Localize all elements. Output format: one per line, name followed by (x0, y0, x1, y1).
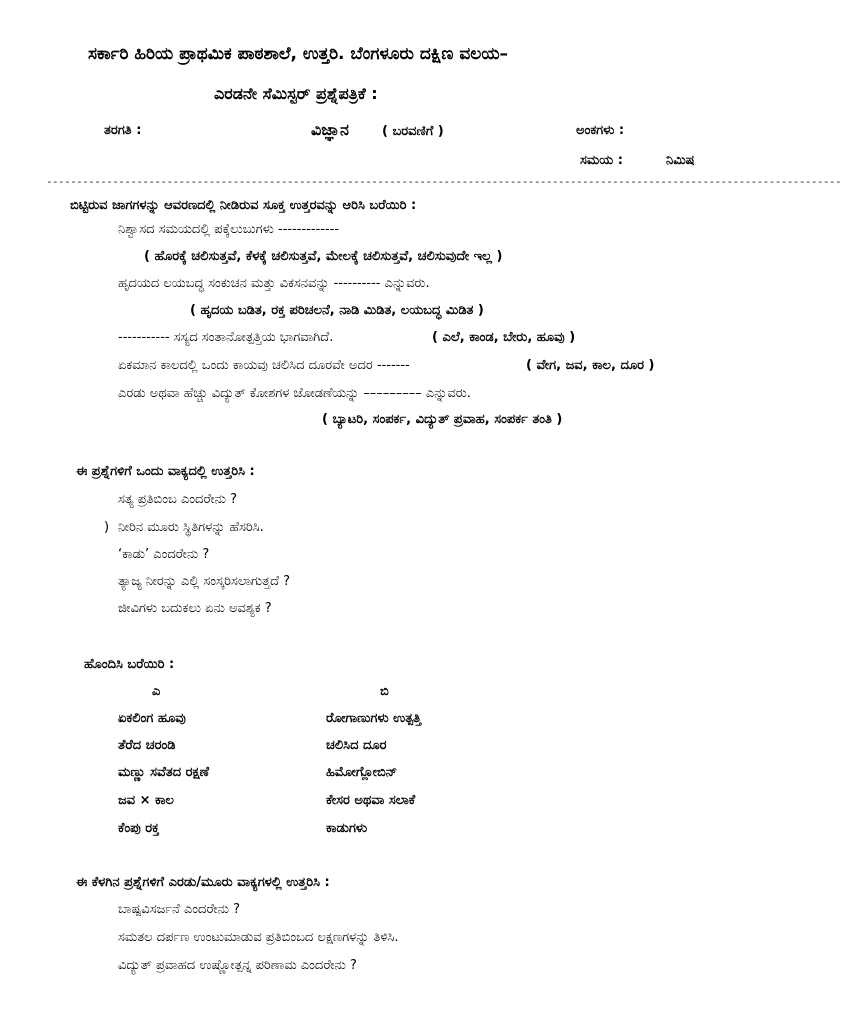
section2-instruction: ಈ ಪ್ರಶ್ನೆಗಳಿಗೆ ಒಂದು ವಾಕ್ಯದಲ್ಲಿ ಉತ್ತರಿಸಿ : (76, 464, 255, 479)
fill-options-1: ( ಹೊರಕ್ಕೆ ಚಲಿಸುತ್ತವೆ, ಕೆಳಕ್ಕೆ ಚಲಿಸುತ್ತವೆ, ಮೇಲಕ್ಕೆ ಚಲಿಸುತ್ತವೆ, ಚಲಿಸುವುದೇ ಇಲ್ಲ ) (144, 249, 503, 264)
time-label: ಸಮಯ : (580, 153, 623, 168)
match-b-item: ಕೇಸರ ಅಥವಾ ಸಲಾಕೆ (326, 793, 416, 808)
subject-name: ವಿಜ್ಞಾನ (311, 120, 349, 139)
match-a-item: ಕೆಂಪು ರಕ್ತ (118, 821, 160, 836)
section4-instruction: ಈ ಕೆಳಗಿನ ಪ್ರಶ್ನೆಗಳಿಗೆ ಎರಡು/ಮೂರು ವಾಕ್ಯಗಳಲ್ಲಿ ಉತ್ತರಿಸಿ : (76, 875, 330, 890)
fill-question-4: ಏಕಮಾನ ಕಾಲದಲ್ಲಿ ಒಂದು ಕಾಯವು ಚಲಿಸಿದ ದೂರವೇ ಅದರ ------- (118, 358, 410, 373)
fill-options-2: ( ಹೃದಯ ಬಡಿತ, ರಕ್ತ ಪರಿಚಲನೆ, ನಾಡಿ ಮಿಡಿತ, ಲಯಬದ್ಧ ಮಿಡಿತ ) (190, 303, 484, 318)
fill-options-4: ( ವೇಗ, ಜವ, ಕಾಲ, ದೂರ ) (526, 358, 655, 373)
match-b-item: ರೋಗಾಣುಗಳು ಉತ್ಪತ್ತಿ (326, 711, 422, 726)
class-label: ತರಗತಿ : (104, 123, 142, 138)
match-a-item: ತೆರೆದ ಚರಂಡಿ (118, 738, 176, 753)
long-question-2: ಸಮತಲ ದರ್ಪಣ ಉಂಟುಮಾಡುವ ಪ್ರತಿಬಿಂಬದ ಲಕ್ಷಣಗಳನ್ನು ತಿಳಿಸಿ. (118, 930, 399, 945)
match-column-b-header: ಬಿ (380, 684, 389, 699)
match-b-item: ಕಾಡುಗಳು (326, 821, 368, 836)
fill-question-3: ----------- ಸಸ್ಯದ ಸಂತಾನೋತ್ಪತ್ತಿಯ ಭಾಗವಾಗಿದೆ. (118, 330, 334, 345)
match-a-item: ಜವ × ಕಾಲ (118, 793, 174, 808)
match-a-item: ಮಣ್ಣು ಸವೆತದ ರಕ್ಷಣೆ (118, 765, 210, 780)
long-question-3: ವಿದ್ಯುತ್ ಪ್ರವಾಹದ ಉಷ್ಣೋತ್ಪನ್ನ ಪರಿಣಾಮ ಎಂದರೇನು ? (118, 958, 357, 973)
long-question-1: ಬಾಷ್ಪವಿಸರ್ಜನೆ ಎಂದರೇನು ? (118, 902, 240, 917)
match-a-item: ಏಕಲಿಂಗ ಹೂವು (118, 711, 186, 726)
fill-options-3: ( ಎಲೆ, ಕಾಂಡ, ಬೇರು, ಹೂವು ) (432, 330, 576, 345)
short-question-2-prefix: ) (104, 520, 110, 535)
fill-question-5: ಎರಡು ಅಥವಾ ಹೆಚ್ಚು ವಿದ್ಯುತ್ ಕೋಶಗಳ ಜೋಡಣೆಯನ್ನು ––––––––– ಎನ್ನುವರು. (118, 386, 471, 401)
fill-options-5: ( ಬ್ಯಾಟರಿ, ಸಂಪರ್ಕ, ವಿದ್ಯುತ್ ಪ್ರವಾಹ, ಸಂಪರ್ಕ ತಂತಿ ) (322, 412, 563, 427)
time-unit: ನಿಮಿಷ (666, 153, 695, 168)
short-question-5: ಜೀವಿಗಳು ಬದುಕಲು ಏನು ಅವಶ್ಯಕ ? (118, 601, 272, 616)
fill-question-1: ನಿಶ್ವಾಸದ ಸಮಯದಲ್ಲಿ ಪಕ್ಕೆಲುಬುಗಳು ------------- (118, 222, 340, 237)
short-question-2: ನೀರಿನ ಮೂರು ಸ್ಥಿತಿಗಳನ್ನು ಹೆಸರಿಸಿ. (118, 520, 264, 535)
exam-subtitle: ಎರಡನೇ ಸೆಮಿಸ್ಟರ್ ಪ್ರಶ್ನೆಪತ್ರಿಕೆ : (214, 84, 378, 103)
match-column-a-header: ಎ (152, 684, 161, 699)
fill-question-2: ಹೃದಯದ ಲಯಬದ್ಧ ಸಂಕುಚನ ಮತ್ತು ವಿಕಸನವನ್ನು ---------- ಎನ್ನುವರು. (118, 276, 430, 291)
section3-instruction: ಹೊಂದಿಸಿ ಬರೆಯಿರಿ : (84, 657, 175, 672)
school-title: ಸರ್ಕಾರಿ ಹಿರಿಯ ಪ್ರಾಥಮಿಕ ಪಾಠಶಾಲೆ, ಉತ್ತರಿ. ಬೆಂಗಳೂರು ದಕ್ಷಿಣ ವಲಯ– (88, 44, 509, 64)
separator-line: ------------------------------------------------------------------------------------------------------------------------------------ (46, 175, 841, 188)
match-b-item: ಹಿಮೋಗ್ಲೋಬಿನ್ (326, 765, 398, 780)
marks-label: ಅಂಕಗಳು : (576, 123, 625, 138)
short-question-1: ಸತ್ಯ ಪ್ರತಿಬಿಂಬ ಎಂದರೇನು ? (118, 492, 237, 507)
short-question-3: ‘ಕಾಡು’ ಎಂದರೇನು ? (118, 547, 210, 562)
section1-instruction: ಬಿಟ್ಟಿರುವ ಜಾಗಗಳನ್ನು ಆವರಣದಲ್ಲಿ ನೀಡಿರುವ ಸೂಕ್ತ ಉತ್ತರವನ್ನು ಆರಿಸಿ ಬರೆಯಿರಿ : (70, 198, 417, 213)
short-question-4: ತ್ಯಾಜ್ಯ ನೀರನ್ನು ಎಲ್ಲಿ ಸಂಸ್ಕರಿಸಲಾಗುತ್ತದೆ ? (118, 574, 291, 589)
subject-mode: ( ಬರವಣಿಗೆ ) (382, 124, 444, 139)
match-b-item: ಚಲಿಸಿದ ದೂರ (326, 738, 387, 753)
